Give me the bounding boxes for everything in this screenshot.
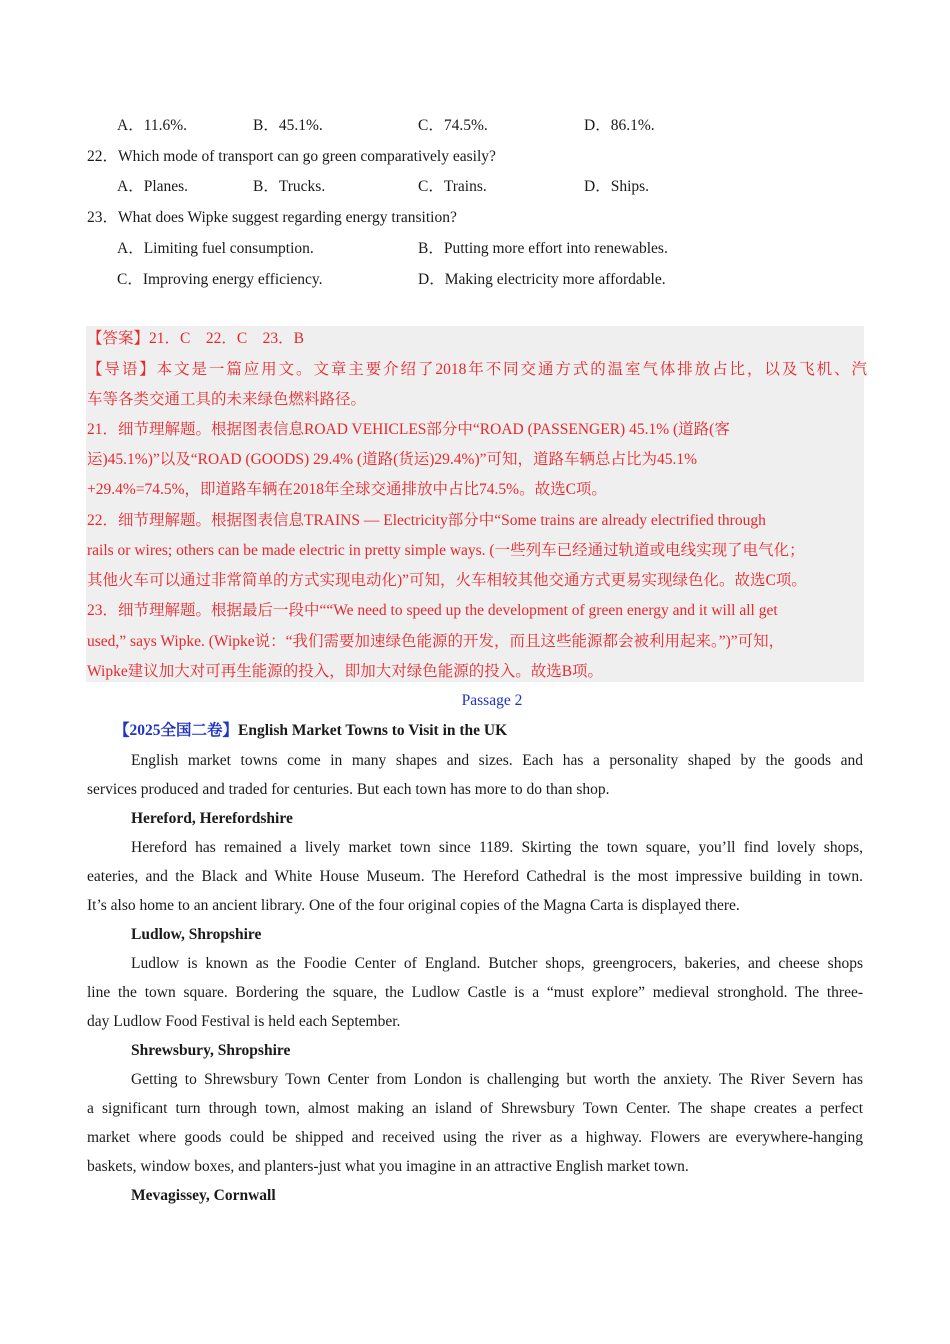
town-heading-hereford: Hereford, Herefordshire bbox=[131, 810, 293, 827]
shrewsbury-line: Getting to Shrewsbury Town Center from London is challenging but worth the anxiety. The River Severn has bbox=[131, 1071, 863, 1088]
q22-options bbox=[0, 175, 950, 199]
hereford-line: It’s also home to an ancient library. One of the four original copies of the Magna Carta is displayed there. bbox=[87, 897, 740, 914]
q23-option-b: B．Putting more effort into renewables. bbox=[418, 240, 668, 257]
q21-options bbox=[0, 114, 950, 138]
q22-option-b: B．Trucks. bbox=[253, 178, 326, 195]
q22-stem: 22．Which mode of transport can go green comparatively easily? bbox=[87, 148, 496, 165]
explanation-22-line: 其他火车可以通过非常简单的方式实现电动化)”可知，火车相较其他交通方式更易实现绿色化。故选C项。 bbox=[87, 572, 807, 589]
hereford-line: eateries, and the Black and White House Museum. The Hereford Cathedral is the most impressive building in town. bbox=[87, 868, 863, 885]
shrewsbury-line: a significant turn through town, almost making an island of Shrewsbury Town Center. The shape creates a perfect bbox=[87, 1100, 863, 1117]
explanation-22-line: 22．细节理解题。根据图表信息TRAINS — Electricity部分中“Some trains are already electrified through bbox=[87, 512, 766, 529]
ludlow-line: line the town square. Bordering the square, the Ludlow Castle is a “must explore” medieval stronghold. The three- bbox=[87, 984, 863, 1001]
exam-source-tag: 【2025全国二卷】 bbox=[114, 722, 239, 739]
q22-option-c: C．Trains. bbox=[418, 178, 487, 195]
explanation-21-line: 21．细节理解题。根据图表信息ROAD VEHICLES部分中“ROAD (PASSENGER) 45.1% (道路(客 bbox=[87, 421, 730, 438]
hereford-line: Hereford has remained a lively market town since 1189. Skirting the town square, you’ll find lovely shops, bbox=[131, 839, 863, 856]
intro-line: English market towns come in many shapes and sizes. Each has a personality shaped by the goods and bbox=[131, 752, 863, 769]
guide-text-line: 【导语】本文是一篇应用文。文章主要介绍了2018年不同交通方式的温室气体排放占比，以及飞机、汽 bbox=[87, 361, 867, 378]
passage-title: English Market Towns to Visit in the UK bbox=[238, 722, 508, 739]
q23-option-a: A．Limiting fuel consumption. bbox=[117, 240, 314, 257]
q21-option-d: D．86.1%. bbox=[584, 117, 655, 134]
explanation-21-line: 运)45.1%)”以及“ROAD (GOODS) 29.4% (道路(货运)29.4%)”可知，道路车辆总占比为45.1% bbox=[87, 451, 698, 468]
passage-heading bbox=[114, 719, 507, 743]
explanation-22-line: rails or wires; others can be made electric in pretty simple ways. (一些列车已经通过轨道或电线实现了电气化； bbox=[87, 542, 805, 559]
q23-stem: 23．What does Wipke suggest regarding energy transition? bbox=[87, 209, 457, 226]
shrewsbury-line: market where goods could be shipped and received using the river as a highway. Flowers are everywhere-hanging bbox=[87, 1129, 863, 1146]
q22-option-a: A．Planes. bbox=[117, 178, 189, 195]
q23-options-row2 bbox=[0, 268, 950, 292]
q22-option-d: D．Ships. bbox=[584, 178, 650, 195]
town-heading-ludlow: Ludlow, Shropshire bbox=[131, 926, 262, 943]
answer-key: 【答案】21．C 22．C 23．B bbox=[87, 330, 305, 347]
q23-options-row1 bbox=[0, 237, 950, 261]
shrewsbury-line: baskets, window boxes, and planters-just what you imagine in an attractive English market town. bbox=[87, 1158, 689, 1175]
explanation-23-line: Wipke建议加大对可再生能源的投入，即加大对绿色能源的投入。故选B项。 bbox=[87, 663, 604, 680]
q23-option-d: D．Making electricity more affordable. bbox=[418, 271, 666, 288]
q21-option-c: C．74.5%. bbox=[418, 117, 488, 134]
ludlow-line: day Ludlow Food Festival is held each September. bbox=[87, 1013, 401, 1030]
explanation-21-line: +29.4%=74.5%，即道路车辆在2018年全球交通排放中占比74.5%。故选C项。 bbox=[87, 481, 607, 498]
town-heading-mevagissey: Mevagissey, Cornwall bbox=[131, 1187, 276, 1204]
passage-label: Passage 2 bbox=[461, 692, 523, 709]
explanation-23-line: 23．细节理解题。根据最后一段中““We need to speed up the development of green energy and it will all get bbox=[87, 602, 778, 619]
guide-text-line: 车等各类交通工具的未来绿色燃料路径。 bbox=[87, 391, 367, 408]
q23-option-c: C．Improving energy efficiency. bbox=[117, 271, 323, 288]
q21-option-b: B．45.1%. bbox=[253, 117, 323, 134]
intro-line: services produced and traded for centuries. But each town has more to do than shop. bbox=[87, 781, 610, 798]
q21-option-a: A．11.6%. bbox=[117, 117, 188, 134]
town-heading-shrewsbury: Shrewsbury, Shropshire bbox=[131, 1042, 291, 1059]
explanation-23-line: used,” says Wipke. (Wipke说：“我们需要加速绿色能源的开发，而且这些能源都会被利用起来。”)”可知， bbox=[87, 633, 785, 650]
ludlow-line: Ludlow is known as the Foodie Center of England. Butcher shops, greengrocers, bakeries, and cheese shops bbox=[131, 955, 863, 972]
